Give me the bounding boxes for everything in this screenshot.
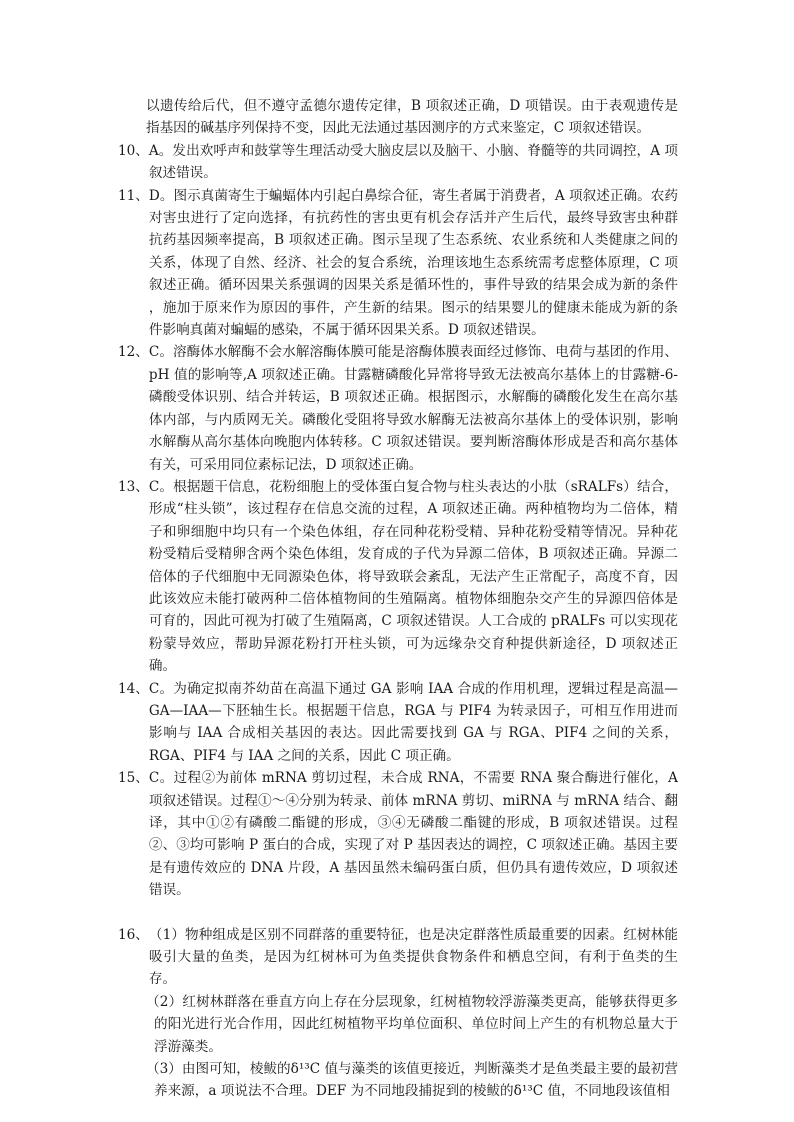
- item-number: 14、: [118, 680, 149, 697]
- item-text: （1）物种组成是区别不同群落的重要特征，也是决定群落性质最重要的因素。红树林能吸引大量的鱼类，是因为红树林可为鱼类提供食物条件和栖息空间，有利于鱼类的生存。: [148, 926, 678, 988]
- item-number: 15、: [118, 770, 149, 787]
- item-text: C。根据题干信息，花粉细胞上的受体蛋白复合物与柱头表达的小肽（sRALFs）结合，形成“柱头锁”，该过程存在信息交流的过程，A 项叙述正确。两种植物均为二倍体，精子和卵细胞中均只有一个染色体组，存在同种花粉受精、异种花粉受精等情况。异种花粉受精后受精卵含两个染色体组，发育成的子代为异源二倍体，B 项叙述正确。异源二倍体的子代细胞中无同源染色体，将导致联会紊乱，无法产生正常配子，高度不育，因此该效应未能打破两种二倍体植物间的生殖隔离。植物体细胞杂交产生的异源四倍体是可育的，因此可视为打破了生殖隔离，C 项叙述错误。人工合成的 pRALFs 可以实现花粉蒙导效应，帮助异源花粉打开柱头锁，可为远缘杂交育种提供新途径，D 项叙述正确。: [148, 478, 678, 675]
- item-text: A。发出欢呼声和鼓掌等生理活动受大脑皮层以及脑干、小脑、脊髓等的共同调控，A 项叙述错误。: [148, 142, 678, 182]
- item-text: C。为确定拟南芥幼苗在高温下通过 GA 影响 IAA 合成的作用机理，逻辑过程是高温—GA—IAA—下胚轴生长。根据题干信息，RGA 与 PIF4 为转录因子，可相互作用进而影响与 IAA 合成相关基因的表达。因此需要找到 GA 与 RGA、PIF4 之间的关系，RGA、PIF4 与 IAA 之间的关系，因此 C 项正确。: [148, 680, 678, 764]
- answer-item-16-part-2: （2）红树林群落在垂直方向上存在分层现象，红树植物较浮游藻类更高，能够获得更多的阳光进行光合作用，因此红树植物平均单位面积、单位时间上产生的有机物总量大于浮游藻类。: [146, 993, 678, 1055]
- answer-content: [118, 95, 678, 1103]
- item-text: C。过程②为前体 mRNA 剪切过程，未合成 RNA，不需要 RNA 聚合酶进行催化，A 项叙述错误。过程①～④分别为转录、前体 mRNA 剪切、miRNA 与 mRNA 结合、翻译，其中①②有磷酸二酯键的形成，③④无磷酸二酯键的形成，B 项叙述错误。过程②、③均可影响 P 蛋白的合成，实现了对 P 基因表达的调控，C 项叙述正确。基因主要是有遗传效应的 DNA 片段，A 基因虽然未编码蛋白质，但仍具有遗传效应，D 项叙述错误。: [148, 770, 678, 899]
- answer-item-14: [118, 678, 678, 768]
- answer-item-12: [118, 341, 678, 475]
- item-number: 12、: [118, 344, 149, 361]
- answer-item-13: [118, 476, 678, 678]
- continued-paragraph: 以遗传给后代，但不遵守孟德尔遗传定律，B 项叙述正确，D 项错误。由于表观遗传是指基因的碱基序列保持不变，因此无法通过基因测序的方式来鉴定，C 项叙述错误。: [146, 98, 678, 137]
- section-gap: [118, 902, 678, 924]
- item-number: 13、: [118, 478, 149, 495]
- item-number: 10、: [118, 142, 149, 159]
- item-text: D。图示真菌寄生于蝙蝠体内引起白鼻综合征，寄生者属于消费者，A 项叙述正确。农药对害虫进行了定向选择，有抗药性的害虫更有机会存活并产生后代，最终导致害虫种群抗药基因频率提高，B 项叙述正确。图示呈现了生态系统、农业系统和人类健康之间的关系，体现了自然、经济、社会的复合系统，治理该地生态系统需考虑整体原理，C 项叙述正确。循环因果关系强调的因果关系是循环性的，事件导致的结果会成为新的条件 ，施加于原来作为原因的事件，产生新的结果。图示的结果婴儿的健康未能成为新的条件影响真菌对蝙蝠的感染，不属于循环因果关系。D 项叙述错误。: [148, 187, 678, 339]
- answer-item-11: [118, 185, 678, 342]
- answer-item-10: [118, 140, 678, 185]
- answer-item-16: [118, 924, 678, 991]
- answer-item-15: [118, 767, 678, 901]
- answer-item-16-part-3: （3）由图可知，棱鲅的δ¹³C 值与藻类的该值更接近，判断藻类才是鱼类最主要的最初营养来源，a 项说法不合理。DEF 为不同地段捕捉到的棱鲅的δ¹³C 值，不同地段该值相: [146, 1061, 678, 1100]
- item-number: 16、: [118, 926, 149, 943]
- item-text: C。溶酶体水解酶不会水解溶酶体膜可能是溶酶体膜表面经过修饰、电荷与基团的作用、pH 值的影响等,A 项叙述正确。甘露糖磷酸化异常将导致无法被高尔基体上的甘露糖-6-磷酸受体识别、结合并转运，B 项叙述正确。根据图示，水解酶的磷酸化发生在高尔基体内部，与内质网无关。磷酸化受阻将导致水解酶无法被高尔基体上的受体识别，影响水解酶从高尔基体向晚胞内体转移。C 项叙述错误。要判断溶酶体形成是否和高尔基体有关，可采用同位素标记法，D 项叙述正确。: [148, 344, 678, 473]
- item-number: 11、: [118, 187, 149, 204]
